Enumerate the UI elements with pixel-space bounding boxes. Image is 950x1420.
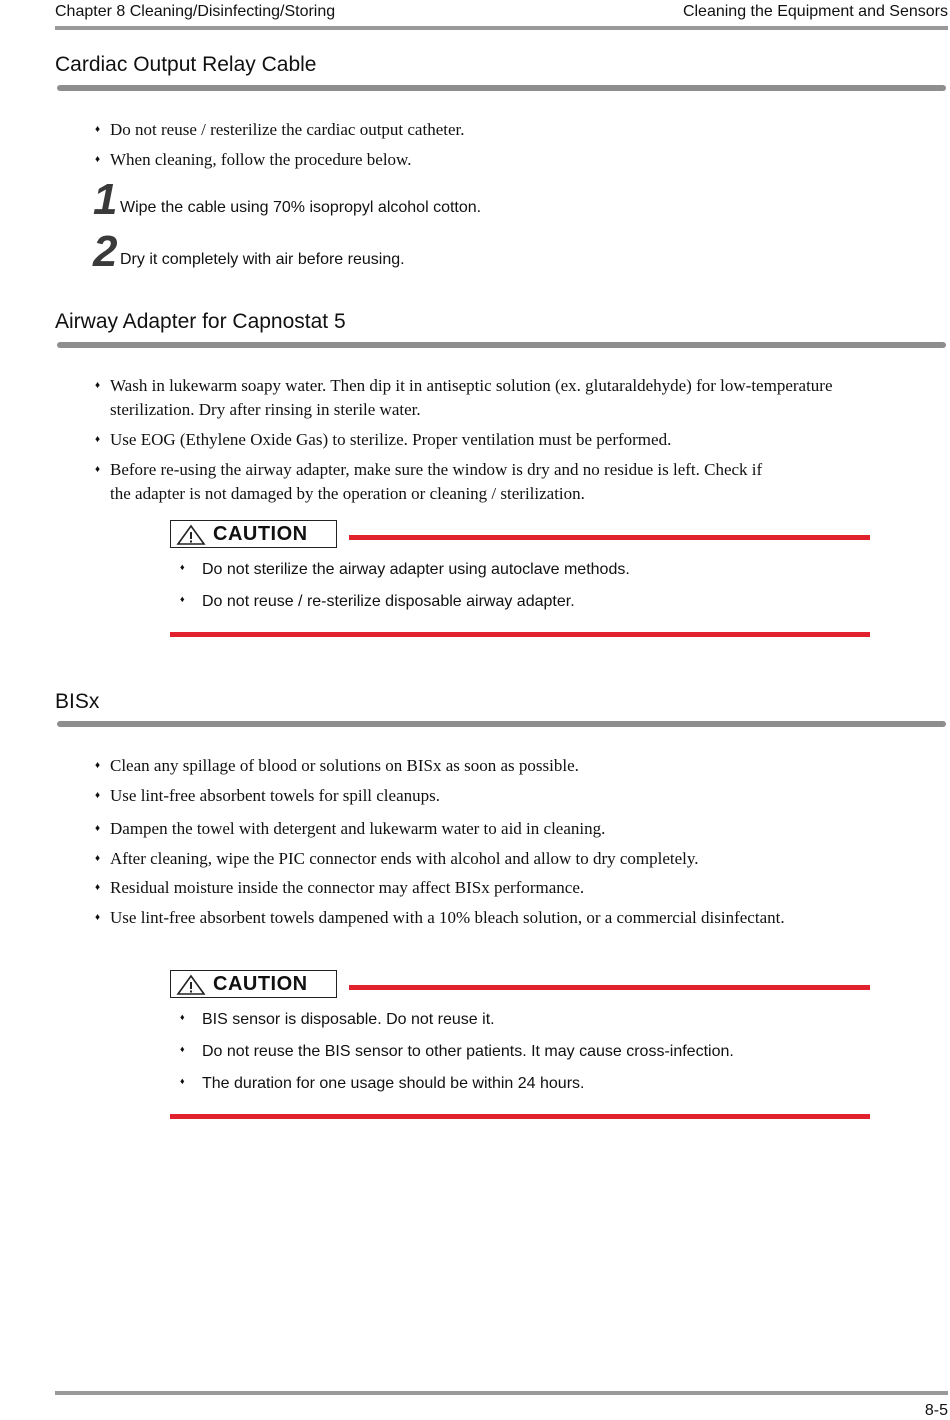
- warning-triangle-icon: [176, 974, 206, 996]
- bullet-icon: ♦: [180, 1076, 185, 1086]
- bullet-icon: ♦: [95, 790, 101, 801]
- bullet-icon: ♦: [95, 380, 101, 391]
- list-item: ♦ Before re-using the airway adapter, make sure the window is dry and no residue is left. Check if the adapter is not damaged by the operation or cleaning / sterilization.: [95, 460, 763, 503]
- page-number: 8-5: [924, 1402, 948, 1419]
- list-item: ♦ Clean any spillage of blood or solutions on BISx as soon as possible.: [95, 754, 910, 778]
- list-item: ♦ Residual moisture inside the connector may affect BISx performance.: [95, 876, 910, 900]
- bullet-icon: ♦: [95, 124, 101, 135]
- bullet-icon: ♦: [95, 154, 101, 165]
- bullet-icon: ♦: [180, 594, 185, 604]
- bullet-icon: ♦: [95, 464, 101, 475]
- footer-rule: [55, 1391, 948, 1395]
- caution-bottom-line: [170, 1114, 870, 1119]
- step-number: 2: [93, 227, 118, 276]
- step-text: Dry it completely with air before reusing.: [120, 251, 405, 268]
- bullet-icon: ♦: [95, 434, 101, 445]
- bullet-icon: ♦: [180, 1012, 185, 1022]
- section-rule: [57, 342, 946, 348]
- chapter-title: Chapter 8 Cleaning/Disinfecting/Storing: [55, 3, 336, 20]
- list-item: ♦ After cleaning, wipe the PIC connector ends with alcohol and allow to dry completely.: [95, 847, 910, 871]
- section-title-cardiac-output: Cardiac Output Relay Cable: [55, 53, 317, 76]
- bullet-icon: ♦: [180, 1044, 185, 1054]
- list-item: ♦ Wash in lukewarm soapy water. Then dip it in antiseptic solution (ex. glutaraldehyde) for low-temperature sterilization. Dry after rinsing in sterile water.: [95, 376, 833, 419]
- bullet-icon: ♦: [95, 853, 101, 864]
- section-title-airway-adapter: Airway Adapter for Capnostat 5: [55, 310, 346, 333]
- caution-bottom-line: [170, 632, 870, 637]
- caution-top-line: [349, 985, 870, 990]
- caution-label: CAUTION: [213, 973, 308, 995]
- section-title-bisx: BISx: [55, 690, 100, 713]
- caution-label-box: [170, 970, 337, 998]
- list-item: ♦ Use lint-free absorbent towels dampened with a 10% bleach solution, or a commercial disinfectant.: [95, 906, 930, 930]
- caution-label: CAUTION: [213, 523, 308, 545]
- section-rule: [57, 85, 946, 91]
- step-text: Wipe the cable using 70% isopropyl alcohol cotton.: [120, 199, 482, 216]
- list-item: ♦ Use EOG (Ethylene Oxide Gas) to sterilize. Proper ventilation must be performed.: [95, 428, 910, 452]
- step-number: 1: [93, 175, 118, 224]
- list-item: ♦ Use lint-free absorbent towels for spill cleanups.: [95, 784, 910, 808]
- section-header-title: Cleaning the Equipment and Sensors: [682, 3, 948, 20]
- caution-label-box: [170, 520, 337, 548]
- caution-top-line: [349, 535, 870, 540]
- bullet-icon: ♦: [95, 882, 101, 893]
- bullet-icon: ♦: [180, 562, 185, 572]
- list-item: ♦ When cleaning, follow the procedure below.: [95, 148, 910, 172]
- list-item: ♦ Do not reuse / resterilize the cardiac output catheter.: [95, 118, 910, 142]
- section-rule: [57, 721, 946, 727]
- warning-triangle-icon: [176, 524, 206, 546]
- running-header: [55, 3, 948, 23]
- bullet-icon: ♦: [95, 760, 101, 771]
- header-rule: [55, 26, 948, 30]
- bullet-icon: ♦: [95, 823, 101, 834]
- bullet-icon: ♦: [95, 912, 101, 923]
- list-item: ♦ Dampen the towel with detergent and lukewarm water to aid in cleaning.: [95, 817, 910, 841]
